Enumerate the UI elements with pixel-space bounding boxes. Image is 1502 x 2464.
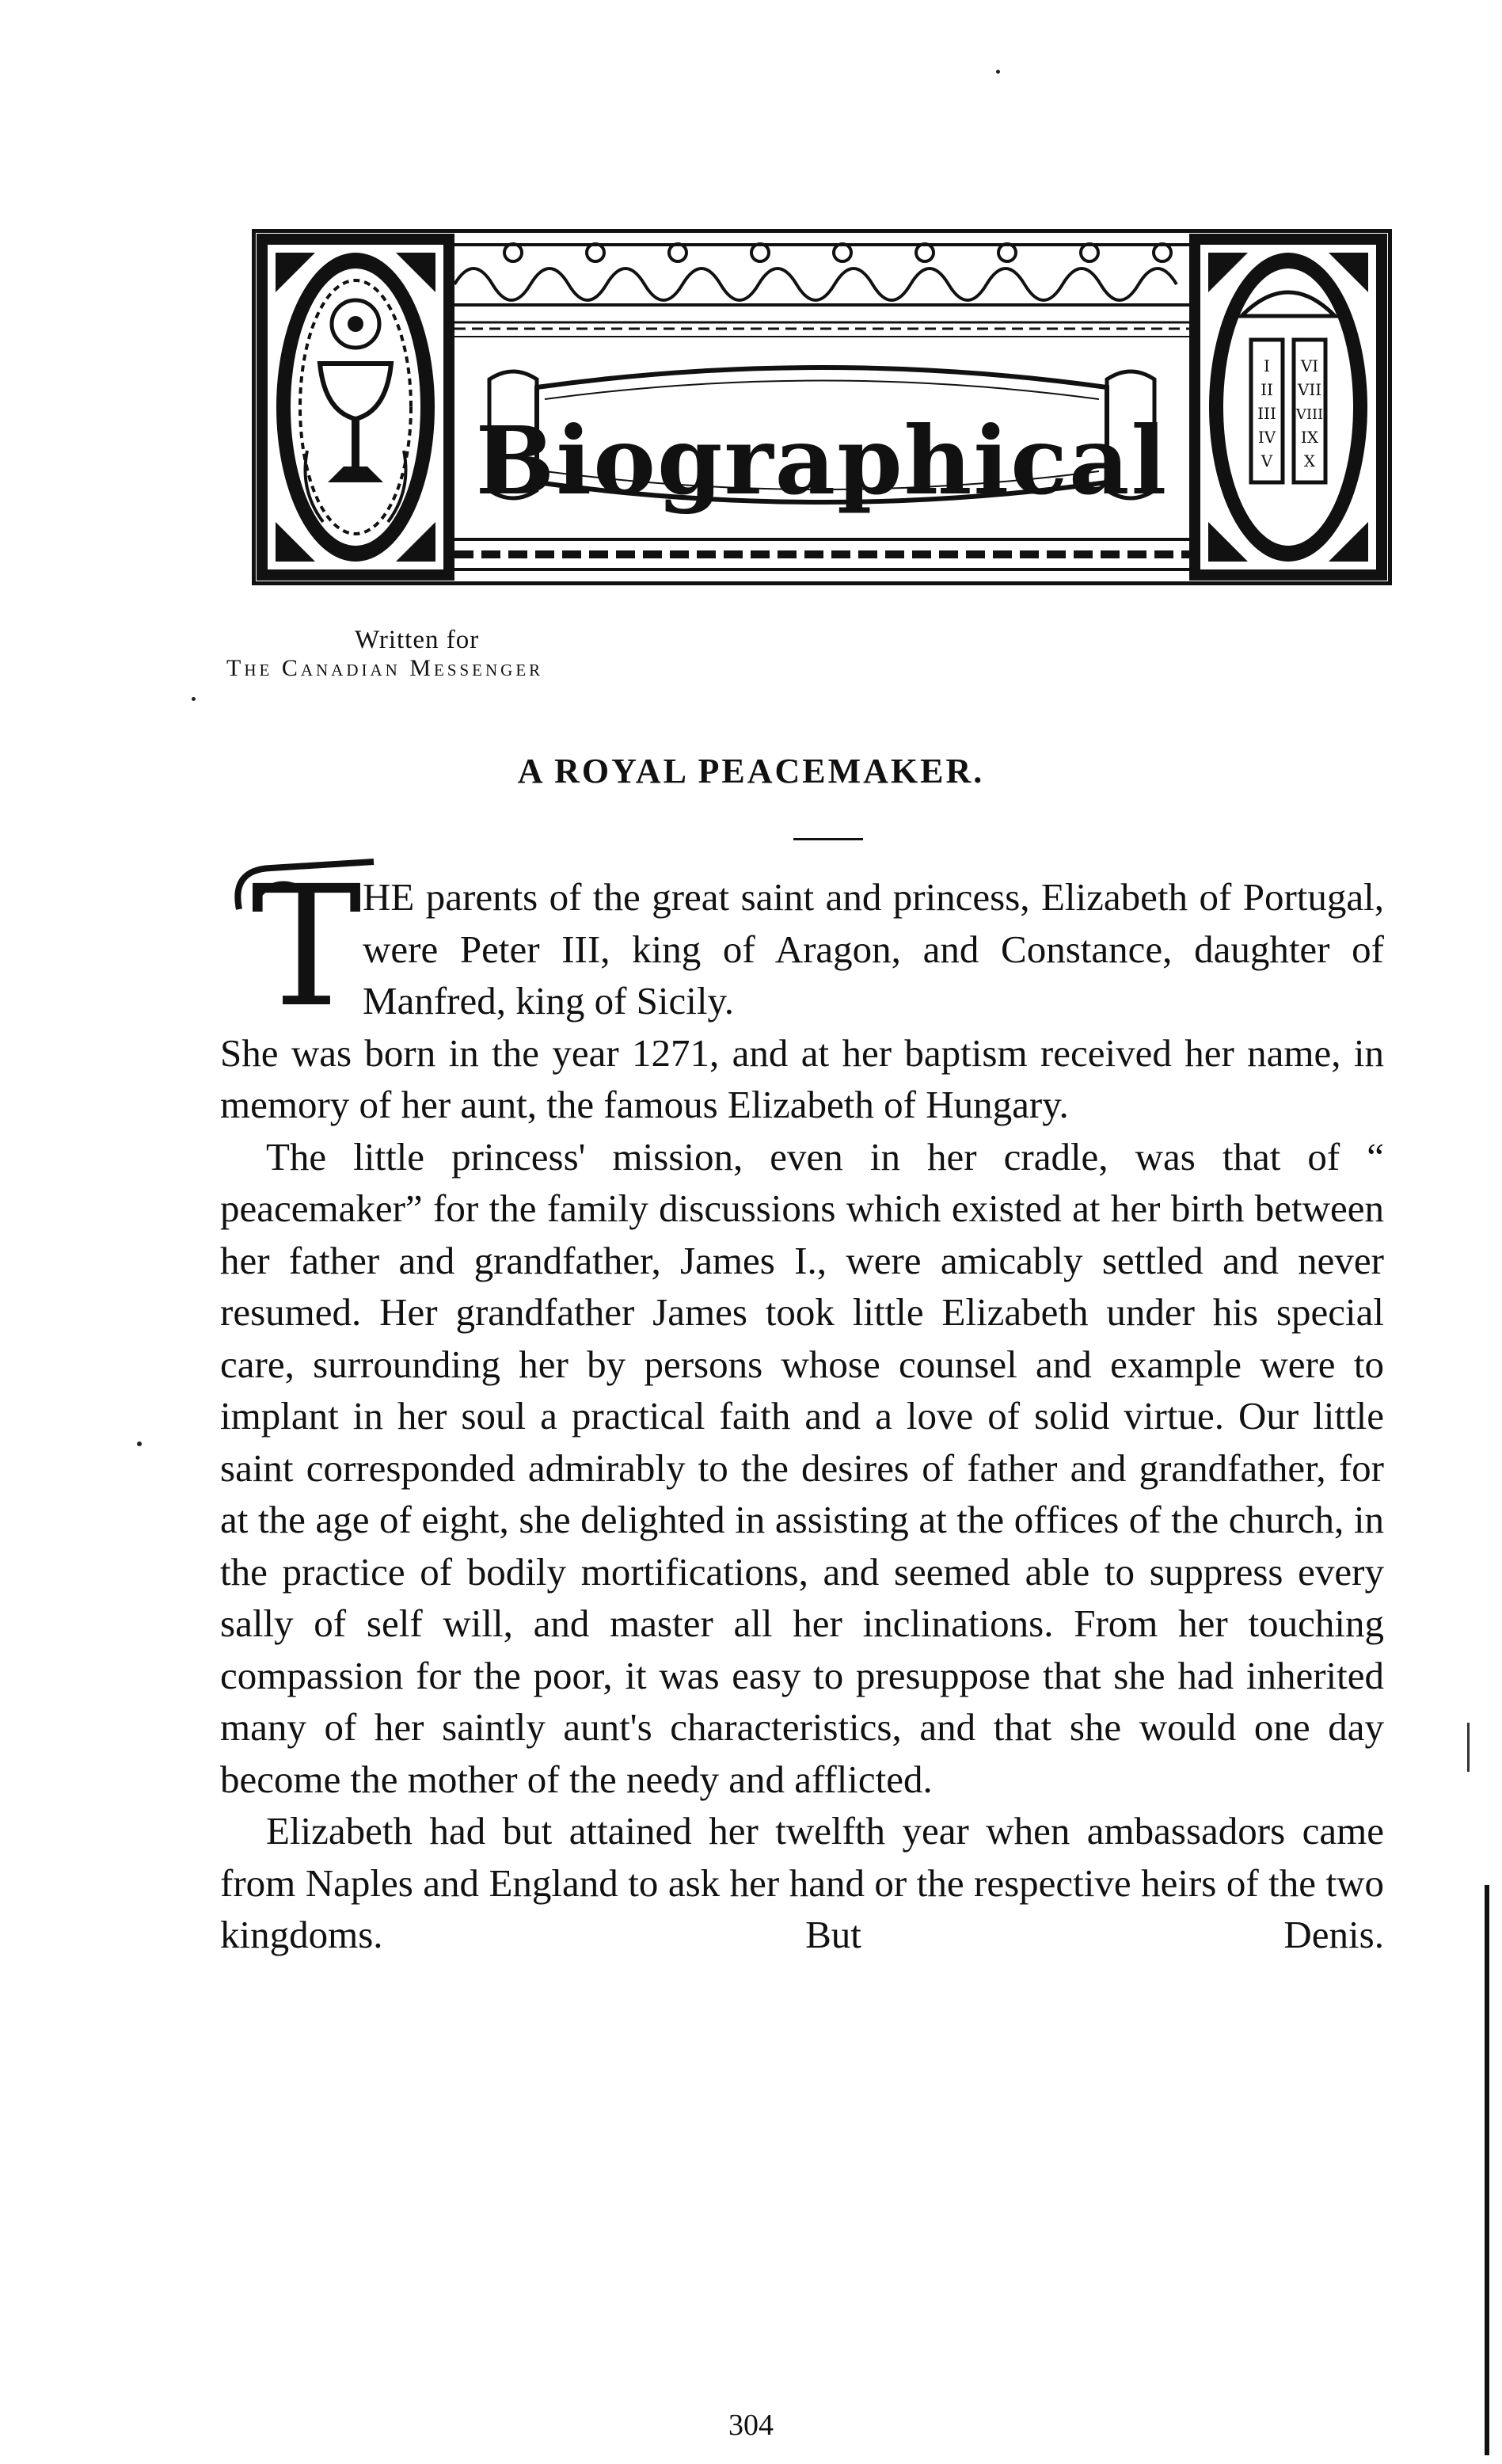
svg-text:IX: IX [1300, 428, 1319, 447]
scan-edge-tick [1467, 1723, 1470, 1772]
article-title: A ROYAL PEACEMAKER. [517, 752, 985, 790]
svg-text:X: X [1303, 451, 1316, 470]
article-body [220, 871, 1384, 1961]
svg-text:II: II [1261, 380, 1273, 399]
paragraph-1-lead: HE parents of the great saint and princess, Elizabeth of Portugal, were Peter III, king of Aragon, and Constance, daughter of Manfred, king of Sicily. [363, 875, 1384, 1023]
scan-speck [996, 70, 1000, 74]
paragraph-2: The little princess' mission, even in her cradle, was that of “ peacemaker” for the family discussions which existed at her birth between her father and grandfather, James I., were amicably settled and never resumed. Her grandfather James took little Elizabeth under his special care, surrounding her by persons whose counsel and example were to implant in her soul a practical faith and a love of solid virtue. Our little saint corresponded admirably to the desires of father and grandfather, for at the age of eight, she delighted in assisting at the offices of the church, in the practice of bodily mortifications, and seemed able to suppress every sally of self will, and master all her inclinations. From her touching compassion for the poor, it was easy to presuppose that she had inherited many of her saintly aunt's characteristics, and that she would one day become the mother of the needy and afflicted. [220, 1134, 1384, 1801]
scan-speck [137, 1441, 142, 1446]
chalice-panel [257, 234, 454, 581]
title-rule [793, 838, 863, 840]
magazine-name: The Canadian Messenger [226, 655, 544, 681]
drop-cap-letter: T [250, 854, 363, 1020]
scan-speck [192, 697, 196, 701]
paragraph-3: Elizabeth had but attained her twelfth year when ambassadors came from Naples and England to ask her hand or the respective heirs of the two kingdoms. But Denis. [220, 1809, 1384, 1956]
svg-text:I: I [1264, 356, 1270, 375]
svg-text:III: III [1257, 404, 1276, 423]
svg-text:VIII: VIII [1295, 406, 1324, 423]
svg-text:V: V [1261, 451, 1273, 470]
scan-edge-line [1485, 1885, 1489, 2455]
written-for-label: Written for [355, 626, 480, 654]
floral-band [454, 244, 1189, 337]
paragraph-1-rest: She was born in the year 1271, and at her baptism received her name, in memory of her aunt, the famous Elizabeth of Hungary. [220, 1030, 1384, 1126]
bottom-band [454, 539, 1189, 569]
svg-text:VII: VII [1297, 380, 1322, 399]
page-number: 304 [728, 2409, 774, 2442]
banner-title: Biographical [475, 406, 1169, 516]
svg-text:IV: IV [1257, 428, 1276, 447]
tablets-panel [1189, 234, 1387, 581]
header-banner [252, 229, 1392, 585]
svg-text:VI: VI [1300, 356, 1319, 375]
